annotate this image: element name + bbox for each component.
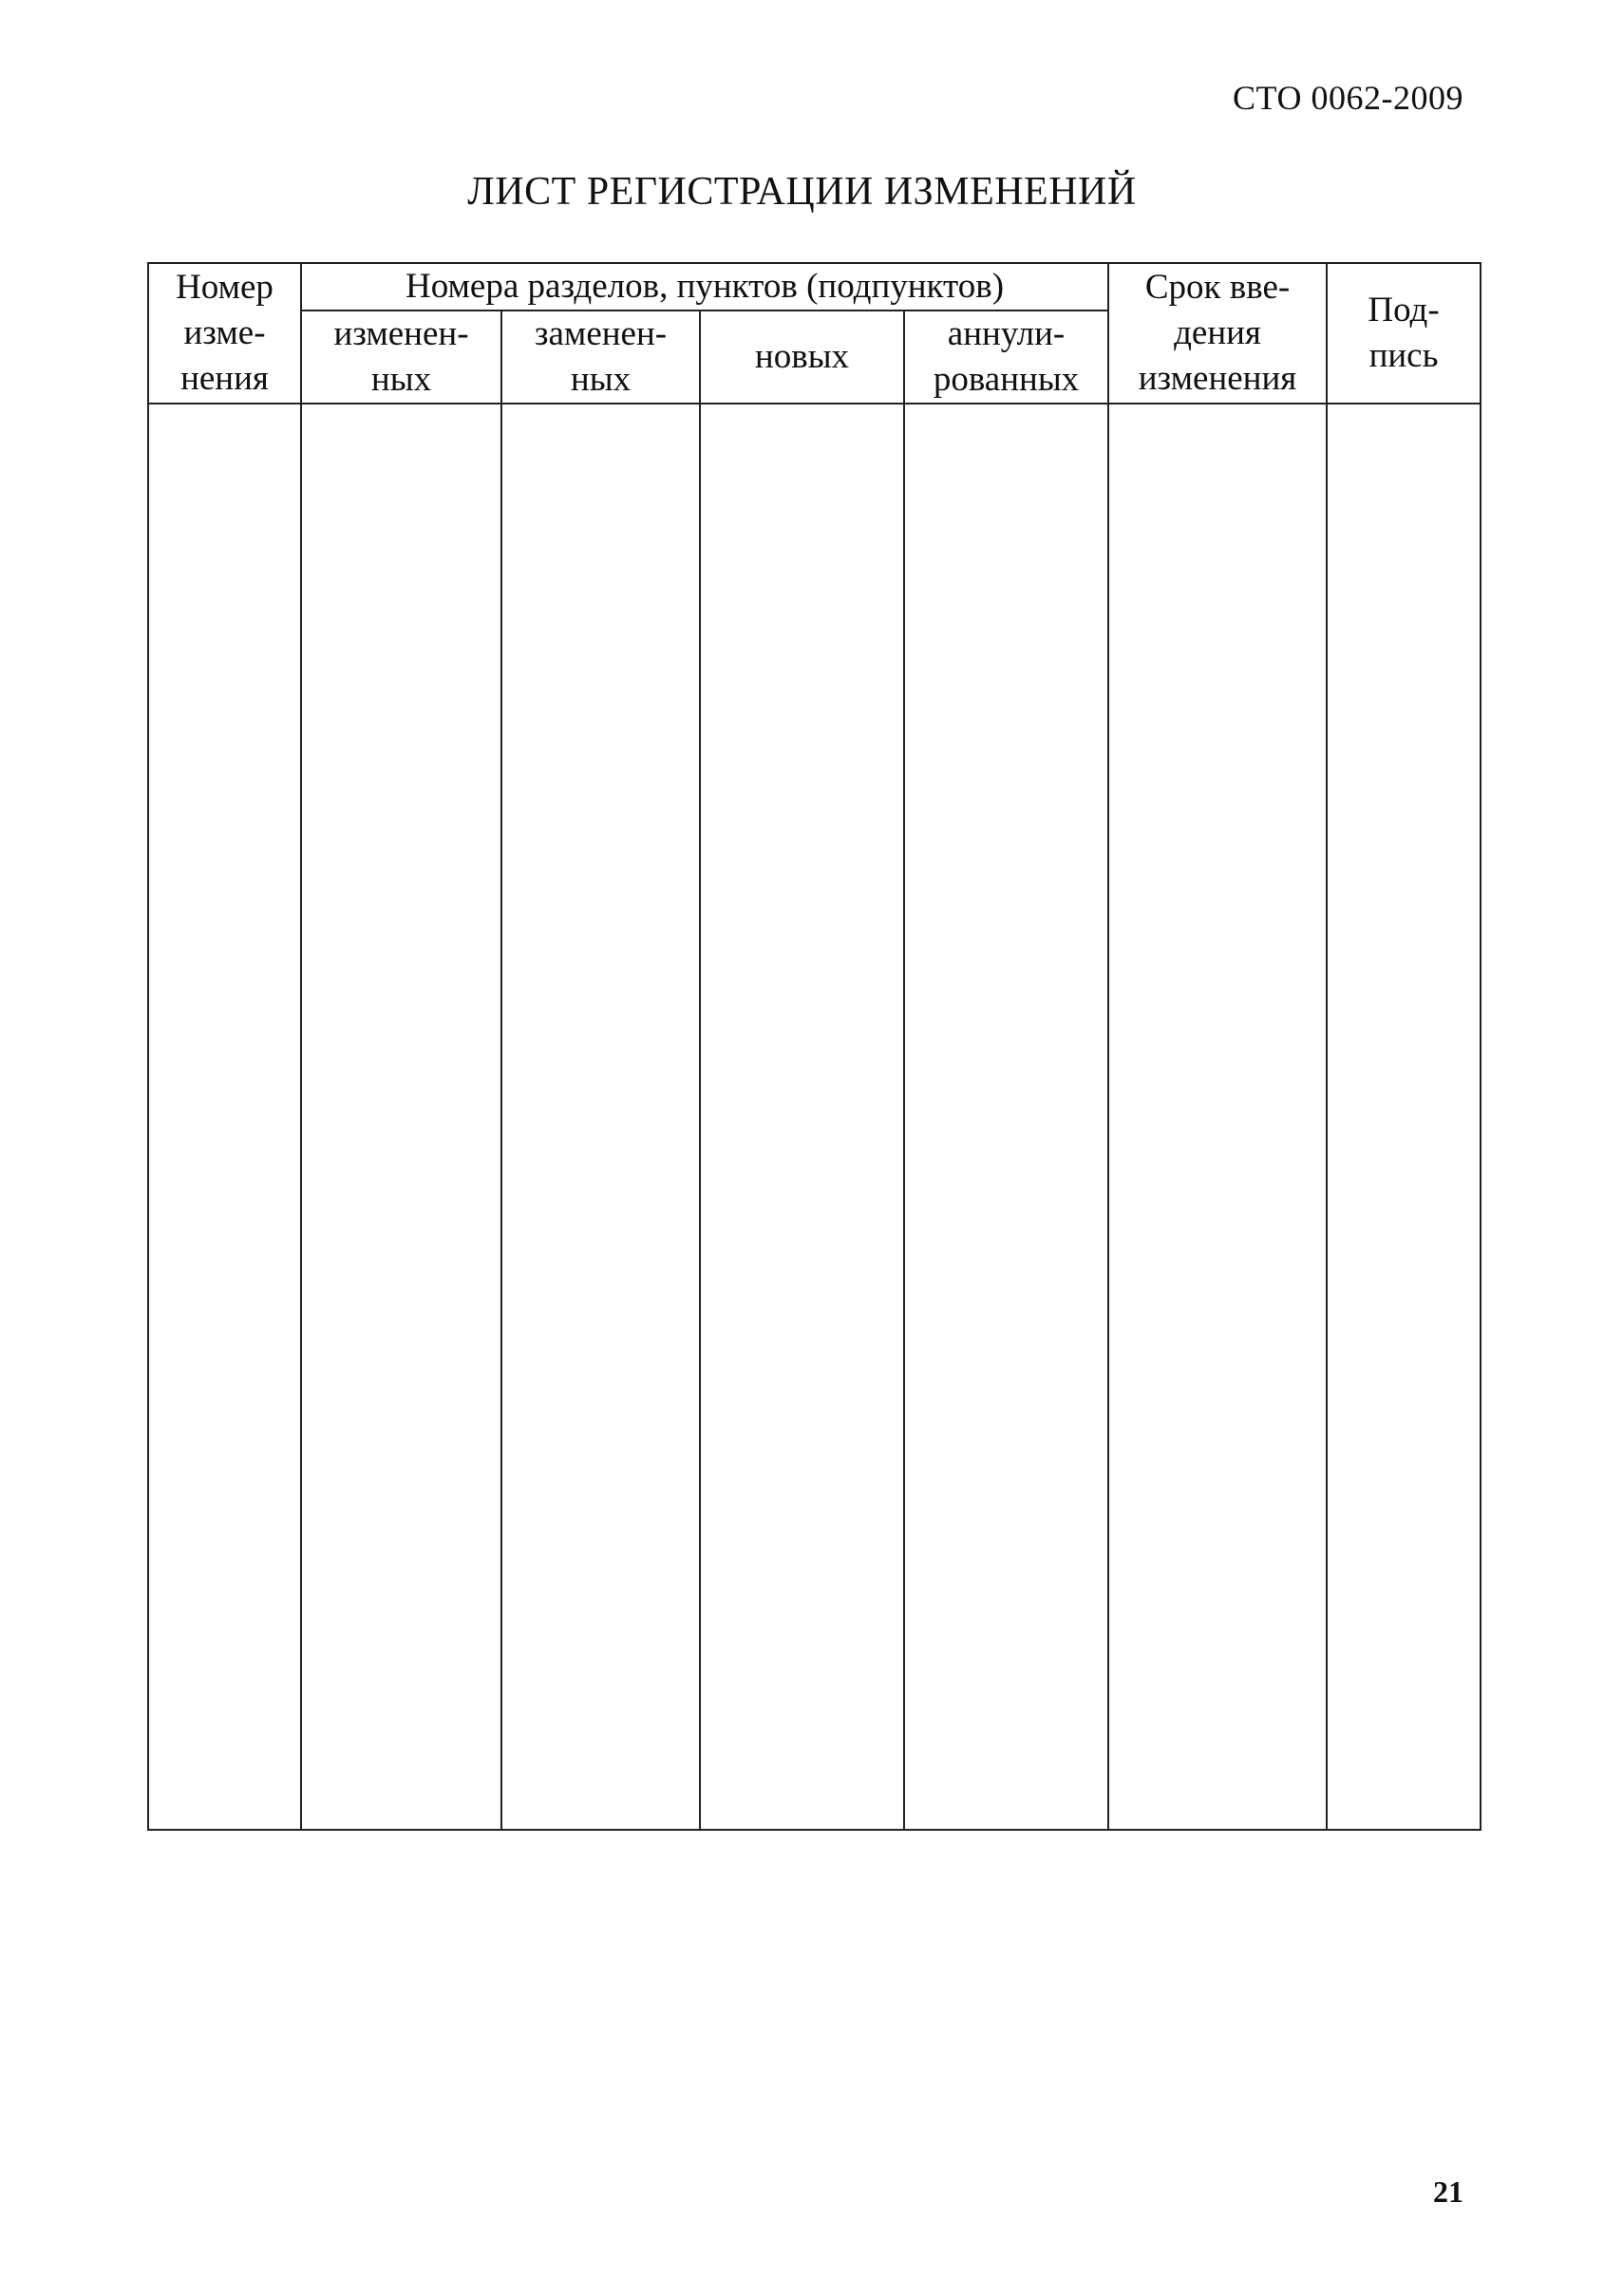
header-signature-label: Под- пись bbox=[1368, 291, 1440, 375]
cell-changed[interactable] bbox=[301, 404, 501, 1830]
header-changed bbox=[301, 311, 501, 404]
header-signature bbox=[1327, 263, 1481, 404]
header-effective-date-label: Срок вве- дения изменения bbox=[1138, 268, 1297, 398]
change-registration-table bbox=[147, 262, 1481, 1831]
cell-effective-date[interactable] bbox=[1108, 404, 1327, 1830]
header-section-numbers-label: Номера разделов, пунктов (подпунктов) bbox=[406, 267, 1005, 306]
cell-replaced[interactable] bbox=[501, 404, 700, 1830]
header-annulled bbox=[904, 311, 1108, 404]
header-changed-label: изменен- ных bbox=[333, 314, 469, 399]
header-change-number bbox=[148, 263, 301, 404]
table-row bbox=[148, 404, 1481, 1830]
header-new bbox=[700, 311, 904, 404]
cell-change-number[interactable] bbox=[148, 404, 301, 1830]
cell-new[interactable] bbox=[700, 404, 904, 1830]
cell-annulled[interactable] bbox=[904, 404, 1108, 1830]
page-title: ЛИСТ РЕГИСТРАЦИИ ИЗМЕНЕНИЙ bbox=[467, 170, 1137, 214]
header-replaced bbox=[501, 311, 700, 404]
header-effective-date bbox=[1108, 263, 1327, 404]
page-number: 21 bbox=[1433, 2174, 1463, 2209]
header-replaced-label: заменен- ных bbox=[534, 314, 668, 399]
header-change-number-label: Номер изме- нения bbox=[176, 268, 274, 398]
header-new-label: новых bbox=[754, 337, 850, 376]
header-annulled-label: аннули- рованных bbox=[933, 314, 1080, 399]
header-section-numbers bbox=[301, 263, 1108, 311]
cell-signature[interactable] bbox=[1327, 404, 1481, 1830]
document-code: СТО 0062-2009 bbox=[1232, 79, 1463, 117]
